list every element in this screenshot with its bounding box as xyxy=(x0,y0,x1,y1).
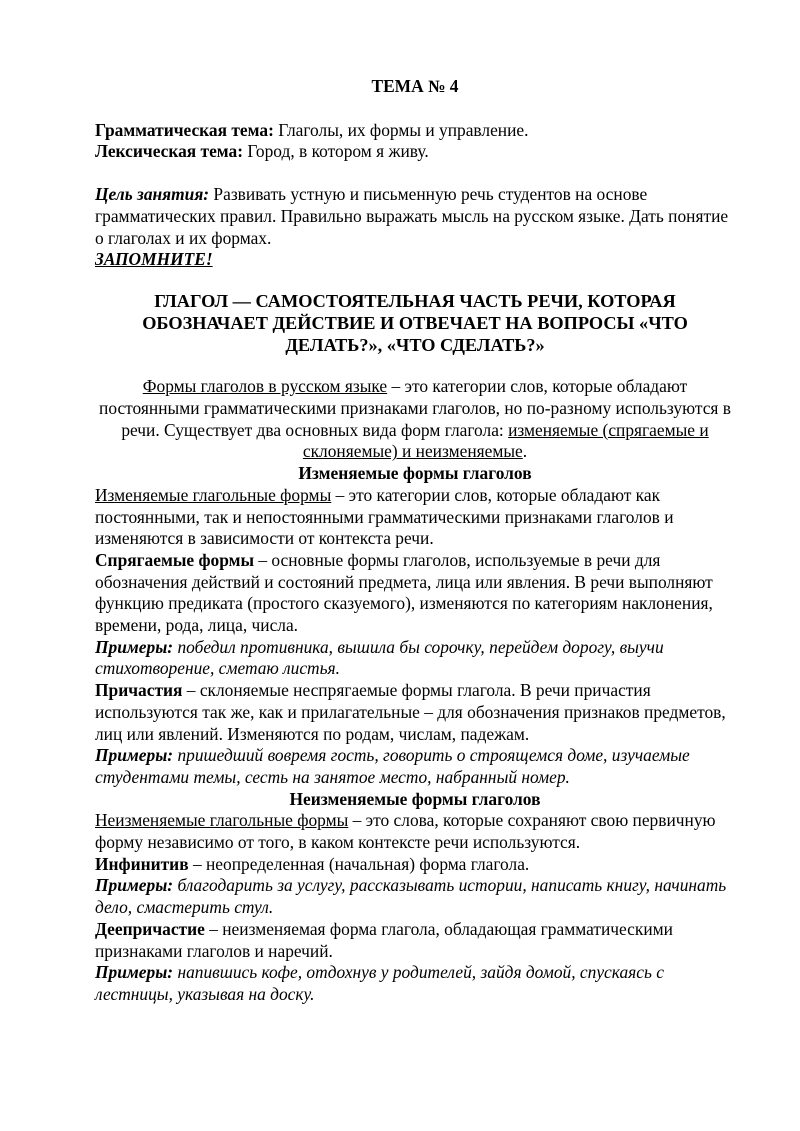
gerund-examples-text: напившись кофе, отдохнув у родителей, зайдя домой, спускаясь с лестницы, указывая на доску. xyxy=(95,962,664,1004)
infinitive-text: – неопределенная (начальная) форма глагола. xyxy=(188,853,530,874)
lexical-topic-text: Город, в котором я живу. xyxy=(243,141,429,162)
infinitive-term: Инфинитив xyxy=(95,853,189,874)
grammar-topic-text: Глаголы, их формы и управление. xyxy=(273,119,529,140)
grammar-topic xyxy=(95,120,735,142)
unchangeable-definition xyxy=(95,810,735,853)
forms-intro xyxy=(95,376,735,463)
changeable-heading: Изменяемые формы глаголов xyxy=(298,463,532,484)
infinitive xyxy=(95,854,735,876)
participles-examples-label: Примеры: xyxy=(95,745,174,766)
changeable-term: Изменяемые глагольные формы xyxy=(95,484,332,505)
participles-examples xyxy=(95,745,735,788)
conjugated-text: – основные формы глаголов, используемые в речи для обозначения действий и состояний предмета, лица или явления. В речи выполняют функцию предиката (простого сказуемого), изменяются по категориям наклонения, времени, рода, лица, числа. xyxy=(95,549,713,636)
forms-intro-text: – это категории слов, которые обладают постоянными грамматическими признаками глаголов, но по-разному используются в речи. Существует два основных вида форм глагола: xyxy=(99,376,731,440)
gerund-term: Деепричастие xyxy=(95,918,205,939)
unchangeable-heading: Неизменяемые формы глаголов xyxy=(289,788,541,809)
lexical-topic xyxy=(95,141,735,163)
conjugated-examples-label: Примеры: xyxy=(95,636,174,657)
verb-definition: ГЛАГОЛ — САМОСТОЯТЕЛЬНАЯ ЧАСТЬ РЕЧИ, КОТОРАЯ ОБОЗНАЧАЕТ ДЕЙСТВИЕ И ОТВЕЧАЕТ НА ВОПРОСЫ «ЧТО ДЕЛАТЬ?», «ЧТО СДЕЛАТЬ?» xyxy=(142,290,688,355)
participles xyxy=(95,680,735,745)
participles-term: Причастия xyxy=(95,680,183,701)
unchangeable-text: – это слова, которые сохраняют свою первичную форму независимо от того, в каком контексте речи используются. xyxy=(95,810,716,853)
participles-examples-text: пришедший вовремя гость, говорить о строящемся доме, изучаемые студентами темы, сесть на занятое место, набранный номер. xyxy=(95,745,690,787)
gerund-text: – неизменяемая форма глагола, обладающая грамматическими признаками глаголов и наречий. xyxy=(95,918,673,961)
participles-text: – склоняемые неспрягаемые формы глагола. В речи причастия используются так же, как и прилагательные – для обозначения признаков предметов, лиц или явлений. Изменяются по родам, числам, падежам. xyxy=(95,680,726,744)
lesson-goal xyxy=(95,184,735,249)
lesson-goal-label: Цель занятия: xyxy=(95,184,210,205)
grammar-topic-label: Грамматическая тема: xyxy=(95,119,274,140)
document-page xyxy=(95,76,735,1006)
conjugated-forms xyxy=(95,550,735,637)
forms-intro-term2: изменяемые (спрягаемые и склоняемые) и неизменяемые xyxy=(302,419,709,462)
forms-intro-end: . xyxy=(522,441,528,462)
changeable-definition xyxy=(95,485,735,550)
forms-intro-term: Формы глаголов в русском языке xyxy=(142,376,388,397)
gerund xyxy=(95,919,735,962)
page-title: ТЕМА № 4 xyxy=(371,76,459,96)
gerund-examples xyxy=(95,962,735,1005)
infinitive-examples-text: благодарить за услугу, рассказывать истории, написать книгу, начинать дело, смастерить стул. xyxy=(95,875,727,918)
remember-heading: ЗАПОМНИТЕ! xyxy=(95,249,213,270)
infinitive-examples-label: Примеры: xyxy=(95,875,174,896)
lesson-goal-text: Развивать устную и письменную речь студентов на основе грамматических правил. Правильно выражать мысль на русском языке. Дать понятие о глаголах и их формах. xyxy=(95,184,729,248)
gerund-examples-label: Примеры: xyxy=(95,962,174,983)
lexical-topic-label: Лексическая тема: xyxy=(95,141,244,162)
changeable-text: – это категории слов, которые обладают как постоянными, так и непостоянными грамматическими признаками глаголов и изменяются в зависимости от контекста речи. xyxy=(95,484,674,549)
unchangeable-term: Неизменяемые глагольные формы xyxy=(95,810,349,831)
conjugated-examples-text: победил противника, вышила бы сорочку, перейдем дорогу, выучи стихотворение, сметаю листья. xyxy=(95,636,664,679)
conjugated-term: Спрягаемые формы xyxy=(95,549,255,570)
conjugated-examples xyxy=(95,637,735,680)
infinitive-examples xyxy=(95,875,735,918)
